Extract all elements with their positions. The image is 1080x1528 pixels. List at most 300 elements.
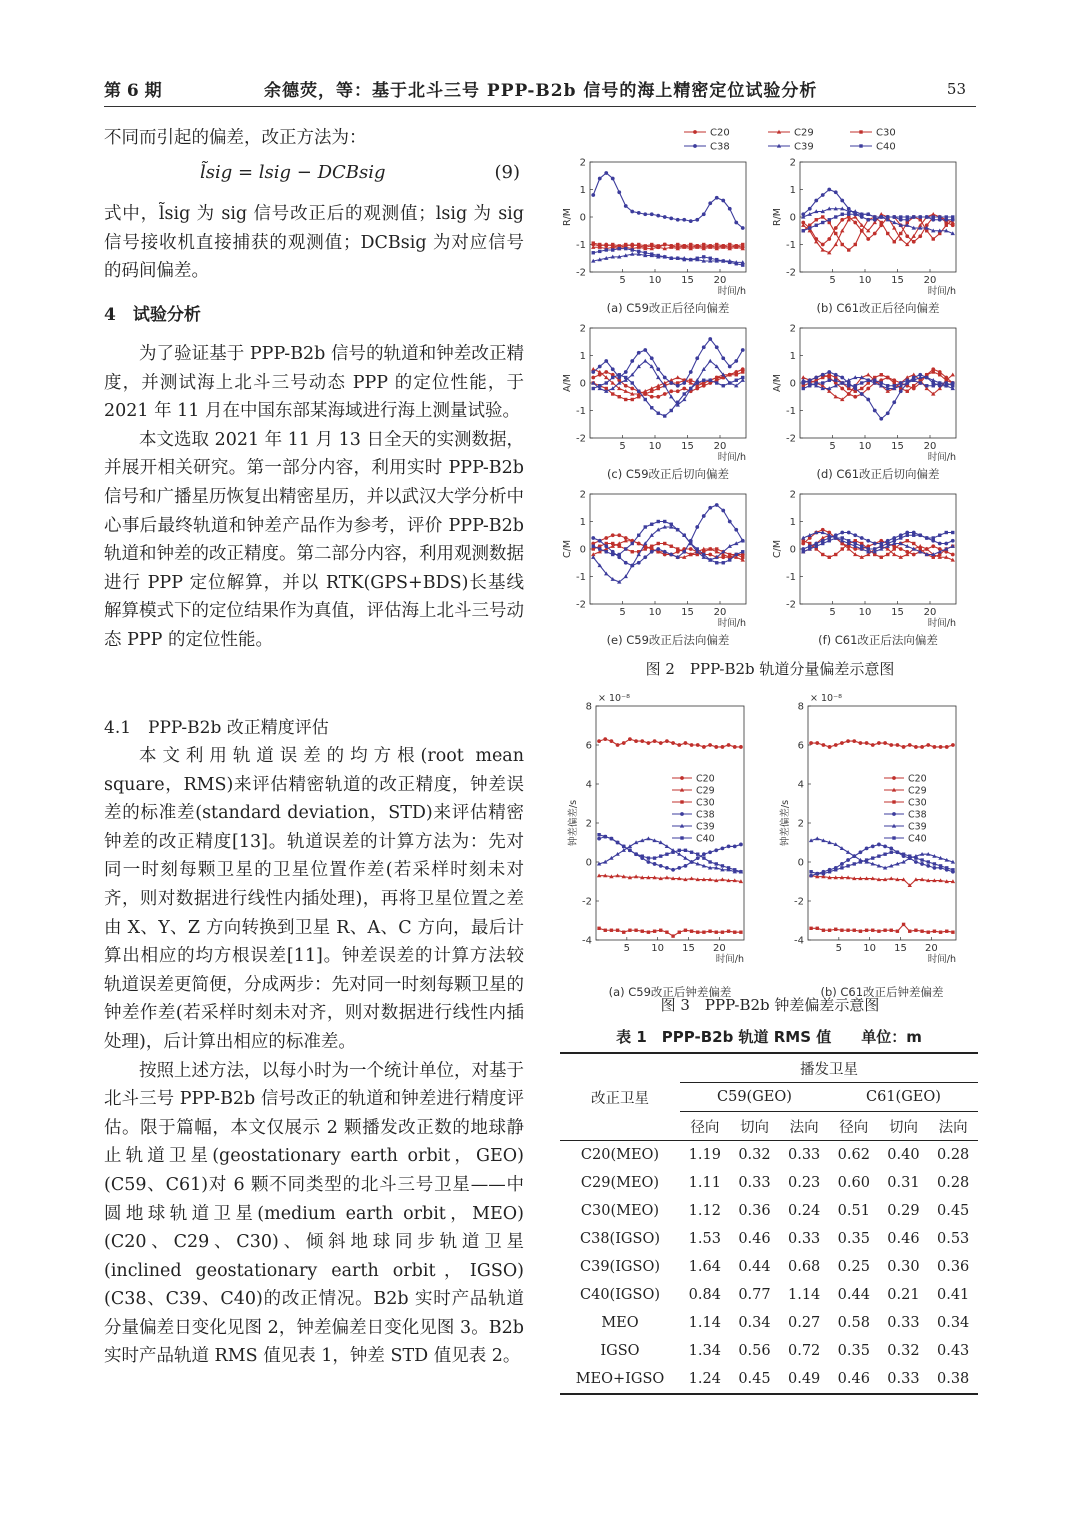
x-tick-label: 5 bbox=[829, 441, 836, 452]
y-tick-label: -2 bbox=[582, 896, 592, 908]
data-point bbox=[684, 929, 687, 932]
data-point bbox=[628, 849, 631, 852]
data-point bbox=[591, 370, 595, 374]
data-point bbox=[611, 392, 614, 395]
row-label: C20(MEO) bbox=[580, 1147, 660, 1163]
data-point bbox=[951, 553, 955, 557]
data-point bbox=[867, 379, 870, 382]
table-cell: 1.12 bbox=[688, 1203, 721, 1219]
data-point bbox=[865, 741, 869, 745]
data-point bbox=[644, 251, 647, 254]
data-point bbox=[871, 743, 875, 747]
legend-label: C30 bbox=[908, 797, 927, 809]
data-point bbox=[816, 872, 819, 875]
data-point bbox=[945, 745, 949, 749]
data-point bbox=[815, 224, 818, 227]
data-point bbox=[912, 534, 915, 537]
data-point bbox=[821, 381, 824, 384]
data-point bbox=[671, 934, 674, 937]
data-point bbox=[683, 244, 686, 247]
data-point bbox=[631, 244, 634, 247]
x-axis-label: 时间/h bbox=[715, 954, 744, 965]
table-cell: 1.34 bbox=[688, 1343, 721, 1359]
data-point bbox=[702, 212, 706, 216]
y-tick-label: -2 bbox=[786, 267, 796, 279]
data-point bbox=[880, 215, 883, 218]
x-axis-label: 时间/h bbox=[717, 618, 746, 629]
data-point bbox=[676, 384, 680, 388]
y-tick-label: 1 bbox=[579, 517, 586, 528]
data-point bbox=[892, 812, 896, 816]
data-point bbox=[892, 776, 896, 780]
legend-label: C30 bbox=[696, 797, 715, 809]
series-line-c39 bbox=[599, 839, 741, 872]
data-point bbox=[611, 248, 614, 251]
data-point bbox=[822, 743, 826, 747]
x-tick-label: 10 bbox=[648, 275, 662, 286]
data-point bbox=[853, 395, 857, 399]
data-point bbox=[696, 257, 699, 260]
data-point bbox=[886, 232, 889, 235]
data-point bbox=[604, 536, 608, 540]
y-tick-label: 2 bbox=[579, 489, 586, 501]
data-point bbox=[597, 927, 600, 930]
data-point bbox=[653, 862, 657, 866]
data-point bbox=[859, 850, 863, 854]
data-point bbox=[628, 929, 631, 932]
data-point bbox=[708, 743, 712, 747]
data-point bbox=[678, 849, 681, 852]
y-axis-label: C/M bbox=[772, 539, 783, 559]
data-point bbox=[721, 356, 725, 360]
data-point bbox=[859, 930, 862, 933]
data-point bbox=[624, 243, 627, 246]
data-point bbox=[821, 243, 825, 247]
x-tick-label: 5 bbox=[829, 275, 836, 286]
data-point bbox=[890, 851, 893, 854]
subcaption: (b) C61改正后钟差偏差 bbox=[820, 985, 944, 999]
legend-label: C29 bbox=[908, 785, 927, 797]
data-point bbox=[925, 384, 928, 387]
data-point bbox=[828, 539, 831, 542]
table-cell: 1.14 bbox=[787, 1287, 821, 1303]
y-axis-label: R/M bbox=[772, 208, 783, 226]
data-point bbox=[821, 553, 824, 556]
data-point bbox=[684, 864, 688, 868]
data-point bbox=[670, 257, 673, 260]
data-point bbox=[624, 398, 627, 401]
data-point bbox=[892, 400, 896, 404]
data-point bbox=[604, 171, 608, 175]
x-tick-label: 10 bbox=[651, 943, 665, 954]
figure-3-legend bbox=[884, 774, 927, 845]
data-point bbox=[834, 379, 837, 382]
series-line-c38 bbox=[803, 533, 953, 550]
data-point bbox=[859, 130, 862, 133]
data-point bbox=[741, 370, 744, 373]
data-point bbox=[906, 215, 909, 218]
x-tick-label: 15 bbox=[681, 275, 694, 286]
data-point bbox=[905, 234, 909, 238]
chart-panel bbox=[779, 702, 956, 966]
data-point bbox=[708, 930, 711, 933]
data-point bbox=[616, 743, 620, 747]
data-point bbox=[951, 743, 955, 747]
page-number: 53 bbox=[946, 80, 966, 98]
data-point bbox=[696, 853, 699, 856]
table-cell: 0.29 bbox=[887, 1203, 920, 1219]
y-tick-label: -2 bbox=[786, 599, 796, 611]
data-point bbox=[866, 237, 870, 241]
equation-formula: l̃sig = lsig − DCBsig bbox=[200, 162, 386, 183]
data-point bbox=[676, 243, 679, 246]
y-tick-label: 6 bbox=[585, 740, 592, 752]
data-point bbox=[859, 860, 862, 863]
legend-label: C39 bbox=[696, 821, 715, 833]
data-point bbox=[883, 845, 887, 849]
data-point bbox=[653, 739, 657, 743]
data-point bbox=[827, 370, 831, 374]
data-point bbox=[938, 542, 942, 546]
data-point bbox=[866, 539, 870, 543]
data-point bbox=[690, 851, 693, 854]
legend-label: C39 bbox=[908, 821, 927, 833]
data-point bbox=[896, 851, 899, 854]
data-point bbox=[906, 534, 909, 537]
data-point bbox=[886, 411, 890, 415]
data-point bbox=[841, 243, 844, 246]
data-point bbox=[604, 544, 608, 548]
data-point bbox=[695, 525, 699, 529]
table-cell: 0.46 bbox=[738, 1231, 771, 1247]
data-point bbox=[708, 860, 711, 863]
table-row bbox=[560, 1337, 978, 1365]
plot-frame bbox=[800, 494, 956, 604]
data-point bbox=[860, 213, 863, 216]
data-point bbox=[676, 389, 680, 393]
data-point bbox=[886, 384, 889, 387]
data-point bbox=[709, 558, 712, 561]
data-point bbox=[708, 201, 712, 205]
data-point bbox=[630, 359, 634, 363]
data-point bbox=[656, 367, 660, 371]
subcaption: (f) C61改正后法向偏差 bbox=[818, 633, 938, 647]
data-point bbox=[708, 553, 712, 557]
data-point bbox=[634, 853, 637, 856]
data-point bbox=[693, 144, 697, 148]
data-point bbox=[657, 387, 660, 390]
x-axis-label: 时间/h bbox=[717, 286, 746, 297]
data-point bbox=[715, 345, 719, 349]
x-tick-label: 10 bbox=[858, 607, 872, 618]
data-point bbox=[834, 928, 837, 931]
y-tick-label: 2 bbox=[579, 157, 586, 169]
data-point bbox=[665, 931, 668, 934]
y-tick-label: 0 bbox=[789, 378, 796, 390]
data-point bbox=[644, 547, 647, 550]
table-cell: 0.46 bbox=[887, 1231, 920, 1247]
data-point bbox=[650, 545, 653, 548]
data-point bbox=[866, 373, 870, 377]
data-point bbox=[622, 845, 625, 848]
data-point bbox=[680, 812, 684, 816]
sat2-header: C61(GEO) bbox=[829, 1083, 978, 1112]
data-point bbox=[809, 870, 812, 873]
data-point bbox=[702, 852, 706, 856]
data-point bbox=[665, 866, 669, 870]
col-header: 径向 bbox=[839, 1119, 869, 1136]
table-cell: 0.23 bbox=[787, 1175, 821, 1191]
data-point bbox=[945, 224, 948, 227]
table-cell: 0.21 bbox=[887, 1287, 920, 1303]
data-point bbox=[938, 381, 941, 384]
data-point bbox=[657, 254, 660, 257]
y-tick-label: -4 bbox=[794, 935, 804, 947]
data-point bbox=[610, 837, 613, 840]
data-point bbox=[659, 864, 663, 868]
data-point bbox=[598, 539, 602, 543]
legend-label: C38 bbox=[908, 809, 927, 821]
table-cell: 0.53 bbox=[936, 1231, 970, 1247]
data-point bbox=[840, 531, 844, 535]
table-cell: 0.40 bbox=[887, 1147, 920, 1163]
table-cell: 1.14 bbox=[688, 1315, 721, 1331]
data-point bbox=[741, 243, 744, 246]
data-point bbox=[637, 534, 640, 537]
data-point bbox=[683, 856, 687, 860]
data-point bbox=[871, 845, 875, 849]
table-cell: 0.84 bbox=[688, 1287, 721, 1303]
data-point bbox=[893, 547, 896, 550]
table-cell: 0.36 bbox=[738, 1203, 771, 1219]
data-point bbox=[741, 263, 744, 266]
data-point bbox=[641, 854, 644, 857]
data-point bbox=[650, 212, 654, 216]
y-tick-label: -2 bbox=[576, 267, 586, 279]
data-point bbox=[871, 856, 874, 859]
data-point bbox=[715, 503, 719, 507]
data-point bbox=[938, 534, 941, 537]
data-point bbox=[847, 539, 850, 542]
data-point bbox=[721, 199, 725, 203]
x-tick-label: 10 bbox=[648, 441, 662, 452]
data-point bbox=[611, 367, 615, 371]
x-tick-label: 20 bbox=[713, 275, 727, 286]
data-point bbox=[624, 547, 627, 550]
data-point bbox=[852, 739, 856, 743]
y-tick-label: 4 bbox=[797, 779, 804, 791]
table-row bbox=[560, 1253, 978, 1281]
data-point bbox=[709, 547, 712, 550]
data-point bbox=[902, 923, 905, 926]
data-point bbox=[741, 556, 744, 559]
data-point bbox=[637, 561, 641, 565]
y-tick-label: -1 bbox=[786, 240, 796, 251]
table-row bbox=[560, 1141, 978, 1170]
row-label: MEO+IGSO bbox=[575, 1371, 665, 1387]
chart-panel bbox=[772, 490, 956, 630]
data-point bbox=[696, 547, 699, 550]
row-label: IGSO bbox=[600, 1343, 640, 1359]
data-point bbox=[671, 851, 674, 854]
data-point bbox=[670, 244, 673, 247]
data-point bbox=[853, 221, 857, 225]
data-point bbox=[617, 190, 621, 194]
data-point bbox=[834, 215, 837, 218]
figure-2-legend bbox=[684, 128, 896, 153]
data-point bbox=[708, 337, 712, 341]
chart-panel bbox=[562, 490, 746, 630]
y-tick-label: 4 bbox=[585, 779, 592, 791]
data-point bbox=[702, 931, 705, 934]
data-point bbox=[721, 509, 725, 513]
data-point bbox=[618, 553, 621, 556]
data-point bbox=[840, 929, 843, 932]
y-tick-label: -2 bbox=[576, 599, 586, 611]
data-point bbox=[886, 215, 889, 218]
table-cell: 0.35 bbox=[837, 1231, 870, 1247]
data-point bbox=[727, 743, 731, 747]
data-point bbox=[663, 414, 666, 417]
data-point bbox=[873, 215, 876, 218]
data-point bbox=[802, 229, 805, 232]
data-point bbox=[689, 379, 692, 382]
data-point bbox=[676, 547, 679, 550]
data-point bbox=[682, 218, 686, 222]
data-point bbox=[951, 531, 954, 534]
x-axis-label: 时间/h bbox=[717, 452, 746, 463]
data-point bbox=[925, 536, 928, 539]
data-point bbox=[624, 370, 628, 374]
data-point bbox=[683, 258, 686, 261]
data-point bbox=[886, 542, 889, 545]
data-point bbox=[896, 743, 900, 747]
data-point bbox=[708, 506, 712, 510]
y-tick-label: 0 bbox=[579, 378, 586, 390]
row-label: C39(IGSO) bbox=[580, 1259, 660, 1275]
data-point bbox=[815, 545, 818, 548]
table-cell: 0.36 bbox=[936, 1259, 970, 1275]
legend-label: C39 bbox=[794, 141, 814, 153]
data-point bbox=[939, 864, 942, 867]
data-point bbox=[880, 556, 883, 559]
data-point bbox=[841, 213, 844, 216]
data-point bbox=[611, 177, 615, 181]
data-point bbox=[647, 741, 651, 745]
table-row bbox=[560, 1225, 978, 1253]
data-point bbox=[669, 389, 673, 393]
data-point bbox=[860, 381, 863, 384]
data-point bbox=[696, 743, 700, 747]
data-point bbox=[680, 776, 684, 780]
y-tick-label: -2 bbox=[794, 896, 804, 908]
table-1-title: 表 1 PPP-B2b 轨道 RMS 值 单位：m bbox=[616, 1028, 922, 1046]
data-point bbox=[945, 930, 948, 933]
data-point bbox=[671, 868, 675, 872]
data-point bbox=[721, 864, 724, 867]
data-point bbox=[693, 130, 697, 134]
data-point bbox=[604, 359, 608, 363]
table-cell: 0.25 bbox=[837, 1259, 870, 1275]
data-point bbox=[670, 523, 673, 526]
table-cell: 0.27 bbox=[787, 1315, 821, 1331]
data-point bbox=[840, 376, 844, 380]
data-point bbox=[834, 226, 838, 230]
x-tick-label: 15 bbox=[891, 441, 904, 452]
data-point bbox=[631, 550, 634, 553]
data-point bbox=[951, 384, 954, 387]
data-point bbox=[669, 381, 673, 385]
data-point bbox=[637, 211, 641, 215]
data-point bbox=[646, 836, 650, 840]
data-point bbox=[893, 215, 896, 218]
data-point bbox=[880, 545, 883, 548]
data-point bbox=[932, 384, 935, 387]
data-point bbox=[828, 929, 831, 932]
table-cell: 0.28 bbox=[936, 1147, 970, 1163]
data-point bbox=[841, 381, 844, 384]
data-point bbox=[735, 373, 738, 376]
data-point bbox=[591, 193, 595, 197]
plot-frame bbox=[808, 706, 956, 940]
data-point bbox=[873, 232, 877, 236]
x-tick-label: 15 bbox=[681, 441, 694, 452]
data-point bbox=[609, 856, 613, 860]
data-point bbox=[618, 395, 621, 398]
data-point bbox=[889, 846, 893, 850]
data-point bbox=[676, 257, 679, 260]
data-point bbox=[865, 846, 869, 850]
y-tick-label: 8 bbox=[797, 701, 804, 713]
data-point bbox=[605, 550, 608, 553]
data-point bbox=[808, 384, 811, 387]
series-line-c38 bbox=[593, 173, 743, 228]
data-point bbox=[846, 864, 849, 867]
data-point bbox=[644, 244, 647, 247]
y-tick-label: -2 bbox=[786, 433, 796, 445]
y-axis-label: A/M bbox=[772, 374, 783, 392]
data-point bbox=[840, 218, 844, 222]
data-point bbox=[933, 862, 936, 865]
data-point bbox=[841, 547, 844, 550]
data-point bbox=[883, 741, 887, 745]
data-point bbox=[860, 229, 863, 232]
data-point bbox=[809, 741, 813, 745]
data-point bbox=[739, 745, 743, 749]
col-header: 法向 bbox=[789, 1119, 819, 1136]
figure-3-legend bbox=[672, 774, 715, 845]
data-point bbox=[637, 250, 640, 253]
section-4-heading: 4 试验分析 bbox=[104, 305, 201, 325]
data-point bbox=[893, 240, 896, 243]
data-point bbox=[873, 379, 876, 382]
data-point bbox=[840, 387, 844, 391]
table-cell: 0.35 bbox=[837, 1343, 870, 1359]
data-point bbox=[657, 412, 660, 415]
data-point bbox=[908, 930, 911, 933]
y-tick-label: -1 bbox=[786, 572, 796, 583]
data-point bbox=[883, 929, 886, 932]
data-point bbox=[880, 373, 883, 376]
data-point bbox=[604, 370, 608, 374]
series-line-c40 bbox=[599, 835, 741, 872]
data-point bbox=[931, 212, 935, 216]
chart-panel bbox=[562, 158, 746, 298]
data-point bbox=[663, 376, 667, 380]
data-point bbox=[677, 852, 681, 856]
data-point bbox=[650, 243, 653, 246]
data-point bbox=[886, 376, 889, 379]
